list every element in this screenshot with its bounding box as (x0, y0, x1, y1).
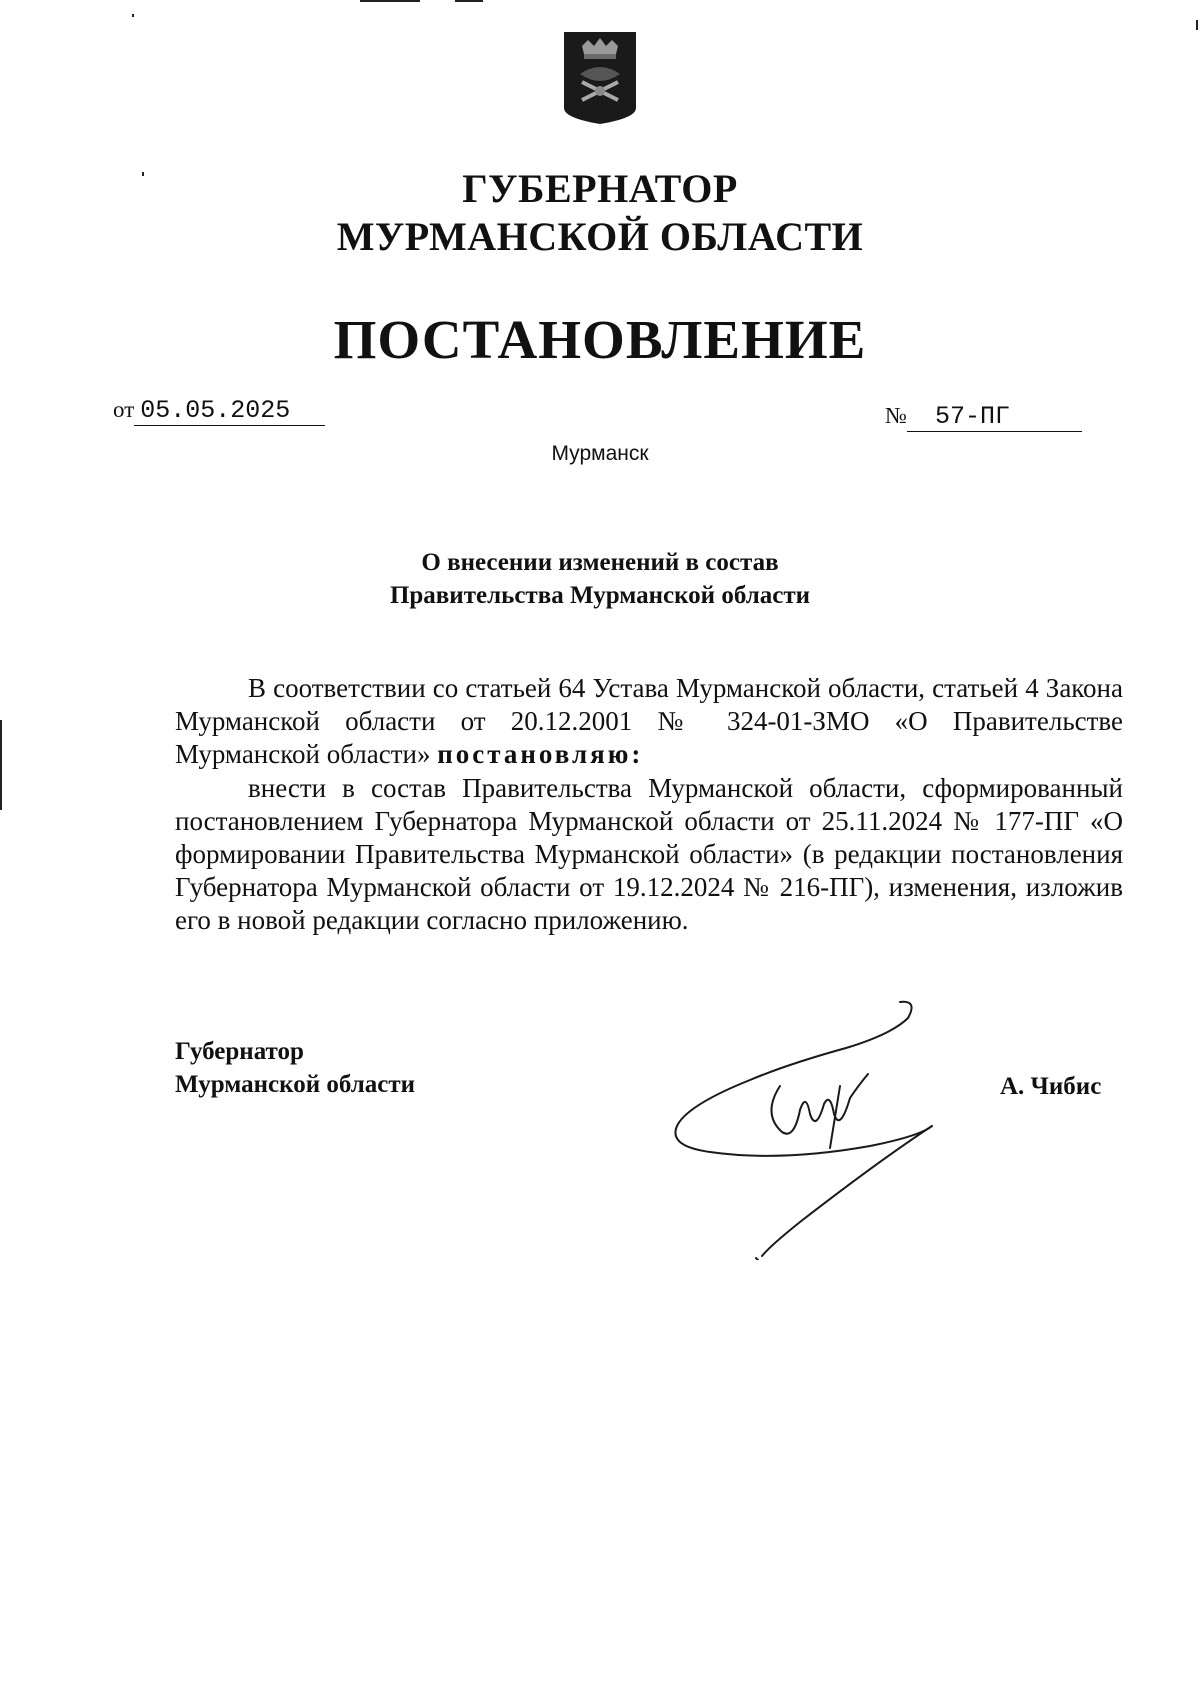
org-title-line2: МУРМАНСКОЙ ОБЛАСТИ (336, 214, 864, 259)
number-row (885, 402, 1082, 432)
scan-mark (0, 720, 2, 810)
city: Мурманск (551, 442, 649, 465)
scan-mark (455, 0, 483, 2)
scan-mark (1196, 20, 1198, 30)
date-prefix: от (113, 397, 135, 422)
subject-line2: Правительства Мурманской области (389, 582, 811, 609)
signatory-name: А. Чибис (1000, 1073, 1102, 1100)
document-type: ПОСТАНОВЛЕНИЕ (333, 309, 867, 370)
body-paragraph-2: внести в состав Правительства Мурманской области, сформированный постановлением Губернатора Мурманской области от 25.11.2024 № 177-ПГ «О формировании Правительства Мурманской области» (в редакции постановления Губернатора Мурманской области от 19.12.2024 № 216-ПГ), изменения, изложив его в новой редакции согласно приложению. (175, 773, 1123, 935)
handwritten-signature (670, 1000, 950, 1260)
subject-line1: О внесении изменений в состав (421, 549, 779, 576)
date-row (113, 396, 325, 426)
paragraph-1-text: В соответствии со статьей 64 Устава Мурманской области, статьей 4 Закона Мурманской области от 20.12.2001 № 324-01-ЗМО «О Правительстве Мурманской области» (175, 673, 1123, 769)
signatory-position (175, 1035, 415, 1101)
decree-word: постановляю: (437, 739, 644, 769)
scan-mark (132, 14, 134, 17)
coat-of-arms-icon (560, 30, 640, 126)
document-number: 57-ПГ (907, 403, 1082, 432)
number-prefix: № (885, 403, 907, 428)
scan-mark (360, 0, 420, 2)
document-date: 05.05.2025 (134, 397, 325, 426)
signatory-position-line2: Мурманской области (175, 1071, 416, 1098)
body-paragraph-1 (175, 672, 1123, 771)
signatory-position-line1: Губернатор (175, 1038, 304, 1065)
org-title-line1: ГУБЕРНАТОР (462, 166, 738, 211)
